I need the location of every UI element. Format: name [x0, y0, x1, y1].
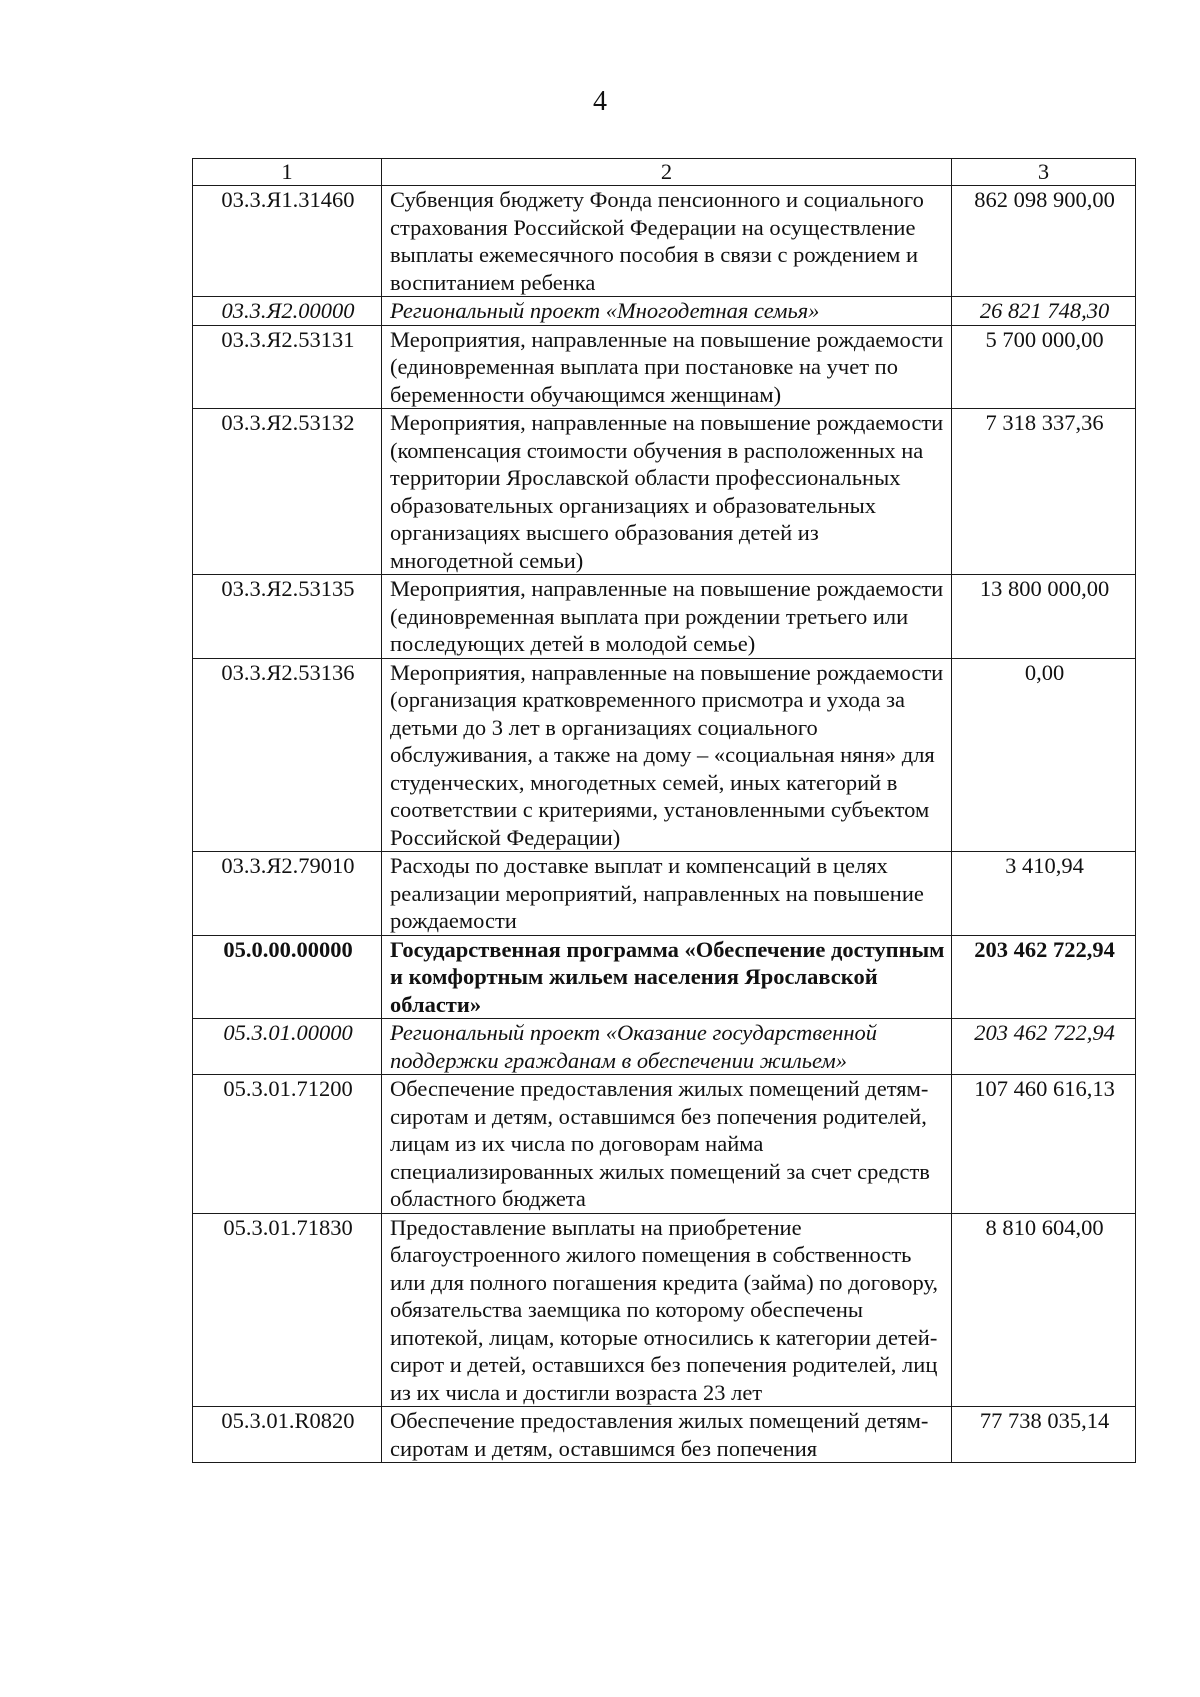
row-name: Мероприятия, направленные на повышение рождаемости (единовременная выплата при рождении третьего или последующих детей в молодой семье) — [382, 575, 952, 659]
row-name: Расходы по доставке выплат и компенсаций в целях реализации мероприятий, направленных на повышение рождаемости — [382, 852, 952, 936]
row-code: 05.0.00.00000 — [193, 935, 382, 1019]
row-name: Региональный проект «Многодетная семья» — [382, 297, 952, 326]
table-row — [193, 325, 1136, 409]
row-amount: 5 700 000,00 — [952, 325, 1136, 409]
row-amount: 26 821 748,30 — [952, 297, 1136, 326]
row-amount: 7 318 337,36 — [952, 409, 1136, 575]
table-row — [193, 575, 1136, 659]
row-code: 03.3.Я2.53131 — [193, 325, 382, 409]
row-code: 03.3.Я1.31460 — [193, 186, 382, 297]
table-row — [193, 935, 1136, 1019]
row-code: 03.3.Я2.53132 — [193, 409, 382, 575]
row-name: Обеспечение предоставления жилых помещений детям-сиротам и детям, оставшимся без попечения родителей, лицам из их числа по договорам найма специализированных жилых помещений за счет средств областного бюджета — [382, 1075, 952, 1214]
table-row — [193, 1019, 1136, 1075]
table-row — [193, 409, 1136, 575]
table-row — [193, 1075, 1136, 1214]
row-amount: 77 738 035,14 — [952, 1407, 1136, 1463]
table-row — [193, 186, 1136, 297]
row-name: Субвенция бюджету Фонда пенсионного и социального страхования Российской Федерации на осуществление выплаты ежемесячного пособия в связи с рождением и воспитанием ребенка — [382, 186, 952, 297]
row-code: 05.3.01.R0820 — [193, 1407, 382, 1463]
column-header-amount: 3 — [952, 159, 1136, 186]
row-amount: 107 460 616,13 — [952, 1075, 1136, 1214]
row-amount: 862 098 900,00 — [952, 186, 1136, 297]
table-row — [193, 852, 1136, 936]
column-header-name: 2 — [382, 159, 952, 186]
table-body — [193, 186, 1136, 1463]
row-name: Мероприятия, направленные на повышение рождаемости (единовременная выплата при постановке на учет по беременности обучающимся женщинам) — [382, 325, 952, 409]
row-amount: 203 462 722,94 — [952, 1019, 1136, 1075]
row-name: Государственная программа «Обеспечение доступным и комфортным жильем населения Ярославской области» — [382, 935, 952, 1019]
row-name: Региональный проект «Оказание государственной поддержки гражданам в обеспечении жильем» — [382, 1019, 952, 1075]
table-row — [193, 297, 1136, 326]
row-amount: 0,00 — [952, 658, 1136, 852]
budget-table — [192, 158, 1136, 1463]
row-code: 05.3.01.71830 — [193, 1213, 382, 1407]
row-code: 03.3.Я2.53136 — [193, 658, 382, 852]
row-code: 03.3.Я2.00000 — [193, 297, 382, 326]
table-row — [193, 1213, 1136, 1407]
row-name: Предоставление выплаты на приобретение благоустроенного жилого помещения в собственность или для полного погашения кредита (займа) по договору, обязательства заемщика по которому обеспечены ипотекой, лицам, которые относились к категории детей-сирот и детей, оставшихся без попечения родителей, лиц из их числа и достигли возраста 23 лет — [382, 1213, 952, 1407]
row-amount: 203 462 722,94 — [952, 935, 1136, 1019]
row-amount: 3 410,94 — [952, 852, 1136, 936]
table-row — [193, 658, 1136, 852]
table-header — [193, 159, 1136, 186]
row-code: 03.3.Я2.53135 — [193, 575, 382, 659]
row-amount: 8 810 604,00 — [952, 1213, 1136, 1407]
row-code: 05.3.01.00000 — [193, 1019, 382, 1075]
row-code: 03.3.Я2.79010 — [193, 852, 382, 936]
page-number: 4 — [593, 86, 607, 117]
row-amount: 13 800 000,00 — [952, 575, 1136, 659]
row-name: Мероприятия, направленные на повышение рождаемости (компенсация стоимости обучения в расположенных на территории Ярославской области профессиональных образовательных организациях и образовательных организациях высшего образования детей из многодетной семьи) — [382, 409, 952, 575]
column-header-code: 1 — [193, 159, 382, 186]
header-row — [193, 159, 1136, 186]
row-code: 05.3.01.71200 — [193, 1075, 382, 1214]
row-name: Обеспечение предоставления жилых помещений детям-сиротам и детям, оставшимся без попечения — [382, 1407, 952, 1463]
row-name: Мероприятия, направленные на повышение рождаемости (организация кратковременного присмотра и ухода за детьми до 3 лет в организациях социального обслуживания, а также на дому – «социальная няня» для студенческих, многодетных семей, иных категорий в соответствии с критериями, установленными субъектом Российской Федерации) — [382, 658, 952, 852]
table-row — [193, 1407, 1136, 1463]
